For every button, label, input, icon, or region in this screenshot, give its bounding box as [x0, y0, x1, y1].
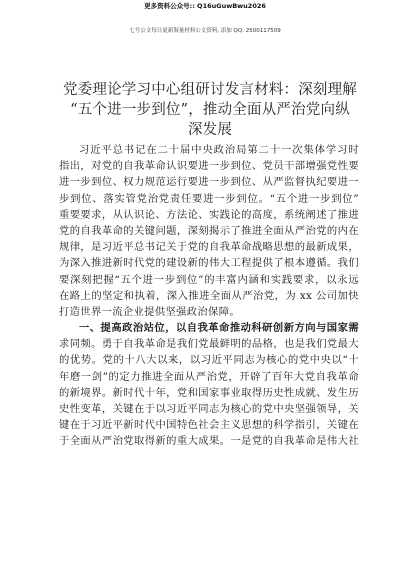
- text-line: 的新境界。新时代十年，党和国家事业取得历史性成就、发生历: [59, 386, 359, 399]
- text-line: 史性变革，关键在于以习近平同志为核心的党中央坚强领导，关: [59, 403, 359, 415]
- document-body: [59, 142, 359, 450]
- text-line: 进一步到位、权力规范运行要进一步到位、从严监督执纪要进一: [59, 176, 359, 189]
- text-line: 键在于习近平新时代中国特色社会主义思想的科学指引，关键在: [59, 419, 359, 432]
- text-line: 党的自我革命的关键问题，深刻揭示了推进全面从严治党的内在: [59, 224, 359, 237]
- text-line: 重要要求，从认识论、方法论、实践论的高度，系统阐述了推进: [59, 208, 359, 221]
- text-line: 规律，是习近平总书记关于党的自我革命战略思想的最新成果，: [59, 241, 359, 254]
- text-line: 要深刻把握“五个进一步到位”的丰富内涵和实践要求，以永远: [59, 273, 359, 286]
- text-line: 打造世界一流企业提供坚强政治保障。: [59, 305, 240, 318]
- document-title: [50, 80, 370, 140]
- watermark-header: 更多资料公众号:: Q16uGuwBwu2026: [144, 2, 266, 10]
- text-line: 习近平总书记在二十届中央政治局第二十一次集体学习时: [79, 144, 359, 156]
- paragraph-section-1: [59, 320, 359, 450]
- text-line: 在路上的坚定和执着，深入推进全面从严治党，为 xx 公司加快: [59, 289, 359, 302]
- text-line: 步到位、落实管党治党责任要进一步到位。“五个进一步到位”: [59, 192, 359, 205]
- title-line: 深发展: [187, 122, 233, 138]
- paragraph-intro: [59, 142, 359, 320]
- watermark-subheader: 七号公文每日更新海量材料公文资料, 添加 QQ: 2500117509: [129, 28, 281, 34]
- section-heading-line: 一、提高政治站位，以自我革命推动科研创新方向与国家需: [79, 322, 359, 335]
- title-line: “五个进一步到位”，推动全面从严治党向纵: [70, 102, 350, 118]
- text-line: 指出，对党的自我革命认识要进一步到位、党员干部增强党性要: [59, 160, 359, 173]
- text-line: 为深入推进新时代党的建设新的伟大工程提供了根本遵循。我们: [59, 257, 359, 270]
- text-line: 年磨一剑”的定力推进全面从严治党，开辟了百年大党自我革命: [59, 370, 359, 383]
- text-line: 的优势。党的十八大以来，以习近平同志为核心的党中央以“十: [59, 354, 359, 367]
- text-line: 于全面从严治党取得新的重大成果。一是党的自我革命是伟大社: [59, 435, 359, 448]
- title-line: 党委理论学习中心组研讨发言材料：深刻理解: [63, 82, 357, 98]
- text-line: 求同频。勇于自我革命是我们党最鲜明的品格，也是我们党最大: [59, 338, 359, 351]
